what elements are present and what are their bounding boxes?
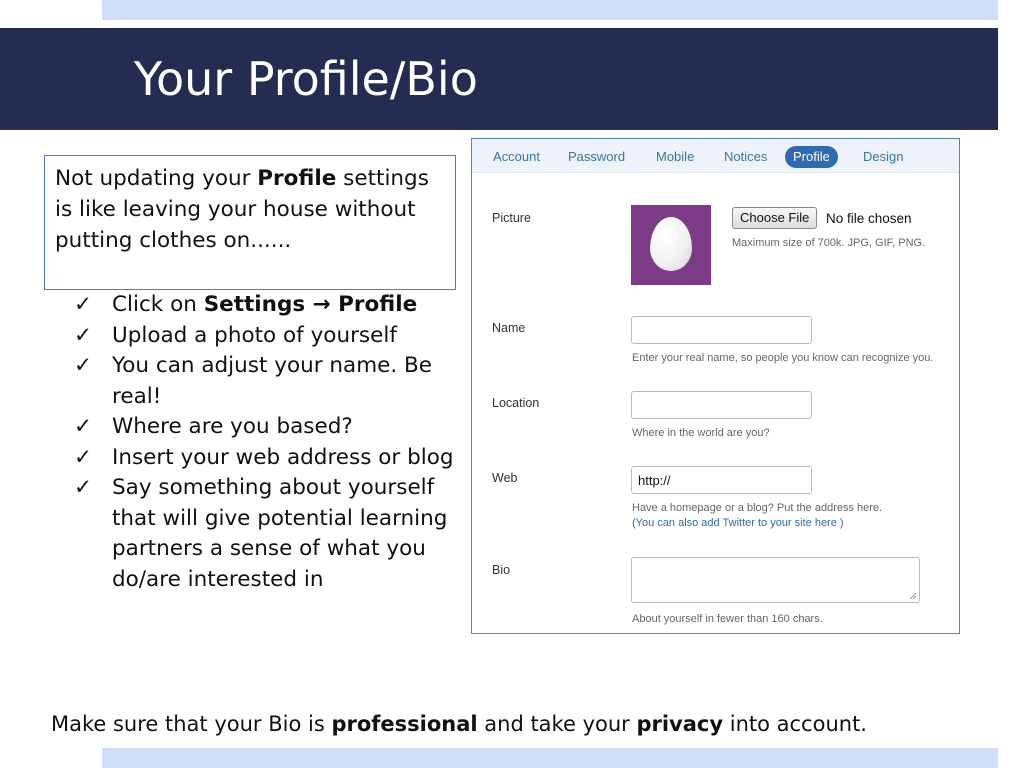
- bottom-accent-strip: [102, 748, 998, 768]
- checkmark-icon: ✓: [74, 322, 93, 348]
- picture-label: Picture: [492, 211, 531, 225]
- checklist-item: [74, 412, 454, 443]
- twitter-link-text[interactable]: (You can also add Twitter to your site here ): [632, 517, 844, 529]
- checklist-item: [74, 321, 454, 352]
- location-hint: Where in the world are you?: [632, 427, 770, 439]
- checklist-text: You can adjust your name. Be real!: [112, 353, 433, 409]
- checklist-text: Say something about yourself that will give potential learning partners a sense of what you do/are interested in: [112, 475, 448, 592]
- tab-password[interactable]: Password: [568, 149, 626, 164]
- resize-grip-icon[interactable]: [909, 592, 917, 600]
- footer-bold-privacy: privacy: [636, 712, 724, 736]
- checklist-item: [74, 290, 454, 321]
- name-hint: Enter your real name, so people you know can recognize you.: [632, 352, 934, 364]
- tab-notices[interactable]: Notices: [724, 149, 768, 164]
- bio-textarea[interactable]: [631, 557, 920, 603]
- tab-account[interactable]: Account: [493, 149, 540, 164]
- checklist-item: [74, 443, 454, 474]
- checklist-text: Upload a photo of yourself: [112, 322, 397, 348]
- top-accent-strip: [102, 0, 998, 20]
- checkmark-icon: ✓: [74, 475, 93, 500]
- name-input[interactable]: [631, 316, 812, 344]
- checkmark-icon: ✓: [74, 444, 93, 470]
- location-label: Location: [492, 396, 540, 410]
- footer-text: into account.: [723, 712, 867, 736]
- checklist-text: Click on: [112, 292, 204, 317]
- tab-profile[interactable]: Profile: [785, 146, 838, 168]
- picture-hint: Maximum size of 700k. JPG, GIF, PNG.: [732, 237, 926, 249]
- choose-file-button[interactable]: Choose File: [732, 207, 817, 229]
- footer-text: and take your: [477, 712, 637, 736]
- steps-checklist: [74, 290, 454, 595]
- quote-box: [44, 155, 456, 290]
- web-hint: Have a homepage or a blog? Put the address here.: [632, 502, 883, 514]
- footer-bold-professional: professional: [331, 712, 478, 736]
- checkmark-icon: ✓: [74, 292, 93, 317]
- checklist-item: [74, 351, 454, 412]
- quote-text-bold: Profile: [257, 166, 337, 191]
- quote-text-post: settings is like leaving your house without putting clothes on......: [55, 166, 429, 253]
- bio-label: Bio: [492, 563, 511, 577]
- checkmark-icon: ✓: [74, 353, 93, 378]
- footer-note: [51, 712, 867, 736]
- web-label: Web: [492, 471, 518, 485]
- footer-text: Make sure that your Bio is: [51, 712, 332, 736]
- twitter-link[interactable]: [632, 517, 844, 529]
- settings-tab-bar: [472, 139, 959, 173]
- checklist-text: Where are you based?: [112, 414, 353, 439]
- egg-avatar-icon: [650, 217, 692, 271]
- checklist-text: Insert your web address or blog: [112, 444, 454, 470]
- name-label: Name: [492, 321, 526, 335]
- avatar: [631, 205, 711, 285]
- web-input[interactable]: [631, 466, 812, 494]
- quote-text-pre: Not updating your: [55, 166, 258, 191]
- bio-hint: About yourself in fewer than 160 chars.: [632, 613, 823, 625]
- location-input[interactable]: [631, 391, 812, 419]
- tab-mobile[interactable]: Mobile: [656, 149, 695, 164]
- checklist-item: [74, 473, 454, 595]
- profile-settings-panel: [471, 138, 960, 634]
- file-status-text: No file chosen: [826, 211, 912, 226]
- slide-title: Your Profile/Bio: [134, 52, 478, 106]
- checkmark-icon: ✓: [74, 414, 93, 439]
- checklist-bold-text: Settings → Profile: [203, 292, 418, 317]
- tab-design[interactable]: Design: [863, 149, 904, 164]
